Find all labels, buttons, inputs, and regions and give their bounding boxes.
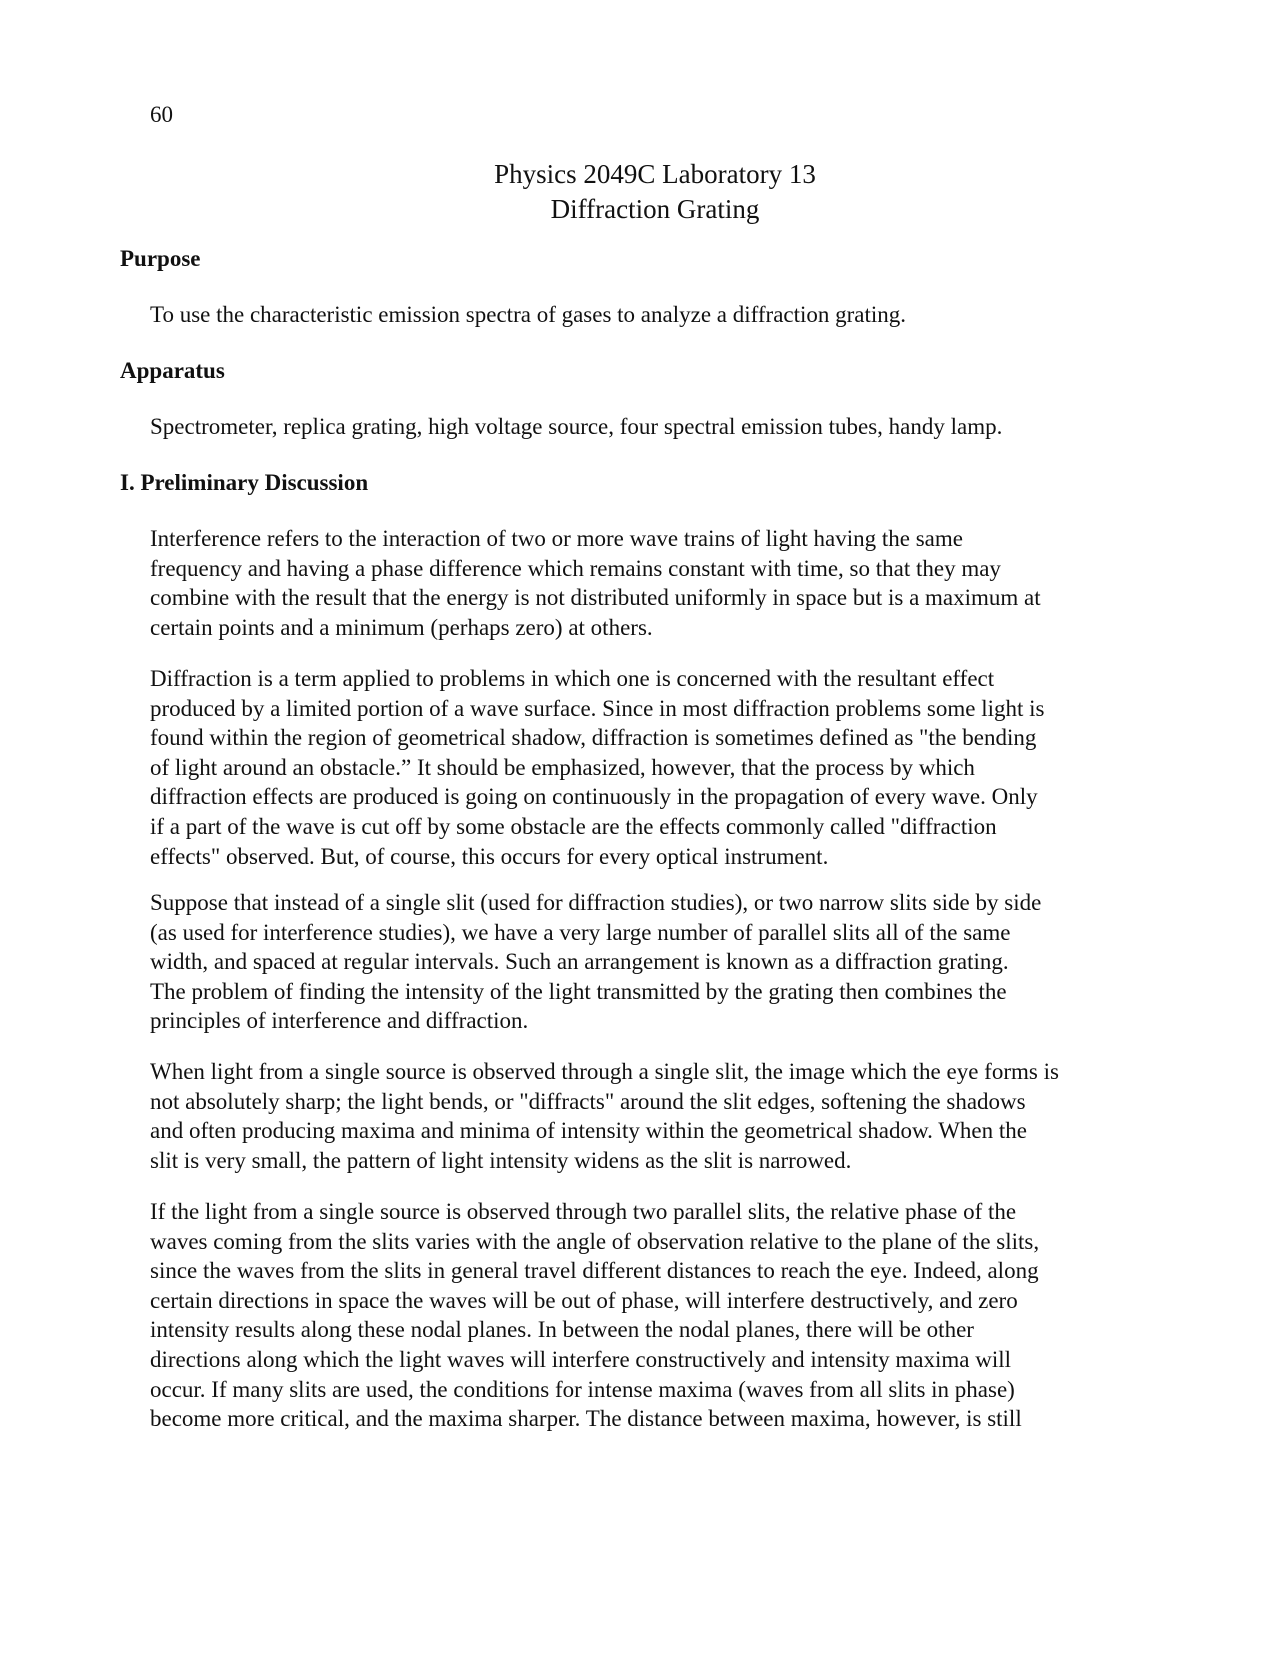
paragraph-line: occur. If many slits are used, the conditions for intense maxima (waves from all slits in phase)	[150, 1376, 1015, 1402]
paragraph-line: (as used for interference studies), we have a very large number of parallel slits all of the same	[150, 919, 1011, 945]
paragraph-line: found within the region of geometrical shadow, diffraction is sometimes defined as "the bending	[150, 725, 1037, 751]
paragraph-line: become more critical, and the maxima sharper. The distance between maxima, however, is still	[150, 1406, 1022, 1432]
paragraph-line: and often producing maxima and minima of intensity within the geometrical shadow. When the	[150, 1118, 1027, 1144]
paragraph-line: combine with the result that the energy is not distributed uniformly in space but is a maximum at	[150, 585, 1041, 611]
paragraph-line: since the waves from the slits in general travel different distances to reach the eye. Indeed, along	[150, 1258, 1039, 1284]
apparatus-line: Spectrometer, replica grating, high voltage source, four spectral emission tubes, handy lamp.	[150, 414, 1003, 439]
paragraph-line: not absolutely sharp; the light bends, or "diffracts" around the slit edges, softening the shadows	[150, 1088, 1026, 1114]
paragraph-line: produced by a limited portion of a wave surface. Since in most diffraction problems some light is	[150, 695, 1045, 721]
paragraph-line: if a part of the wave is cut off by some obstacle are the effects commonly called "diffraction	[150, 813, 997, 839]
paragraph-line: frequency and having a phase difference which remains constant with time, so that they may	[150, 555, 1001, 581]
paragraph-line: Interference refers to the interaction of two or more wave trains of light having the same	[150, 526, 963, 551]
paragraph-single-slit	[150, 1057, 1150, 1175]
preliminary-discussion-heading: I. Preliminary Discussion	[120, 470, 369, 495]
paragraph-line: intensity results along these nodal planes. In between the nodal planes, there will be other	[150, 1317, 974, 1343]
apparatus-text	[150, 412, 1150, 442]
paragraph-line: Diffraction is a term applied to problems in which one is concerned with the resultant effect	[150, 666, 995, 691]
paragraph-line: slit is very small, the pattern of light intensity widens as the slit is narrowed.	[150, 1147, 852, 1173]
paragraph-line: When light from a single source is observed through a single slit, the image which the eye forms is	[150, 1059, 1059, 1084]
paragraph-line: certain points and a minimum (perhaps zero) at others.	[150, 614, 653, 640]
title-line-2: Diffraction Grating	[550, 194, 760, 224]
title-line-1: Physics 2049C Laboratory 13	[494, 159, 816, 189]
purpose-text	[150, 300, 1150, 330]
document-title	[0, 157, 1280, 227]
paragraph-grating	[150, 888, 1150, 1036]
paragraph-line: of light around an obstacle.” It should be emphasized, however, that the process by which	[150, 754, 975, 780]
paragraph-line: principles of interference and diffraction.	[150, 1008, 529, 1034]
paragraph-line: waves coming from the slits varies with the angle of observation relative to the plane of the slits,	[150, 1228, 1040, 1254]
page-number: 60	[150, 102, 173, 127]
apparatus-heading: Apparatus	[120, 358, 225, 383]
paragraph-line: If the light from a single source is observed through two parallel slits, the relative phase of the	[150, 1199, 1017, 1224]
paragraph-diffraction	[150, 664, 1150, 871]
purpose-line: To use the characteristic emission spectra of gases to analyze a diffraction grating.	[150, 302, 907, 327]
purpose-heading: Purpose	[120, 246, 201, 271]
paragraph-line: directions along which the light waves will interfere constructively and intensity maxima will	[150, 1346, 1012, 1372]
paragraph-line: diffraction effects are produced is going on continuously in the propagation of every wave. Only	[150, 784, 1038, 810]
paragraph-line: Suppose that instead of a single slit (used for diffraction studies), or two narrow slits side by side	[150, 890, 1042, 915]
paragraph-two-slits	[150, 1197, 1150, 1434]
paragraph-interference	[150, 524, 1150, 642]
paragraph-line: certain directions in space the waves will be out of phase, will interfere destructively, and zero	[150, 1287, 1018, 1313]
paragraph-line: effects" observed. But, of course, this occurs for every optical instrument.	[150, 843, 829, 869]
paragraph-line: width, and spaced at regular intervals. Such an arrangement is known as a diffraction grating.	[150, 949, 1009, 975]
paragraph-line: The problem of finding the intensity of the light transmitted by the grating then combines the	[150, 978, 1007, 1004]
